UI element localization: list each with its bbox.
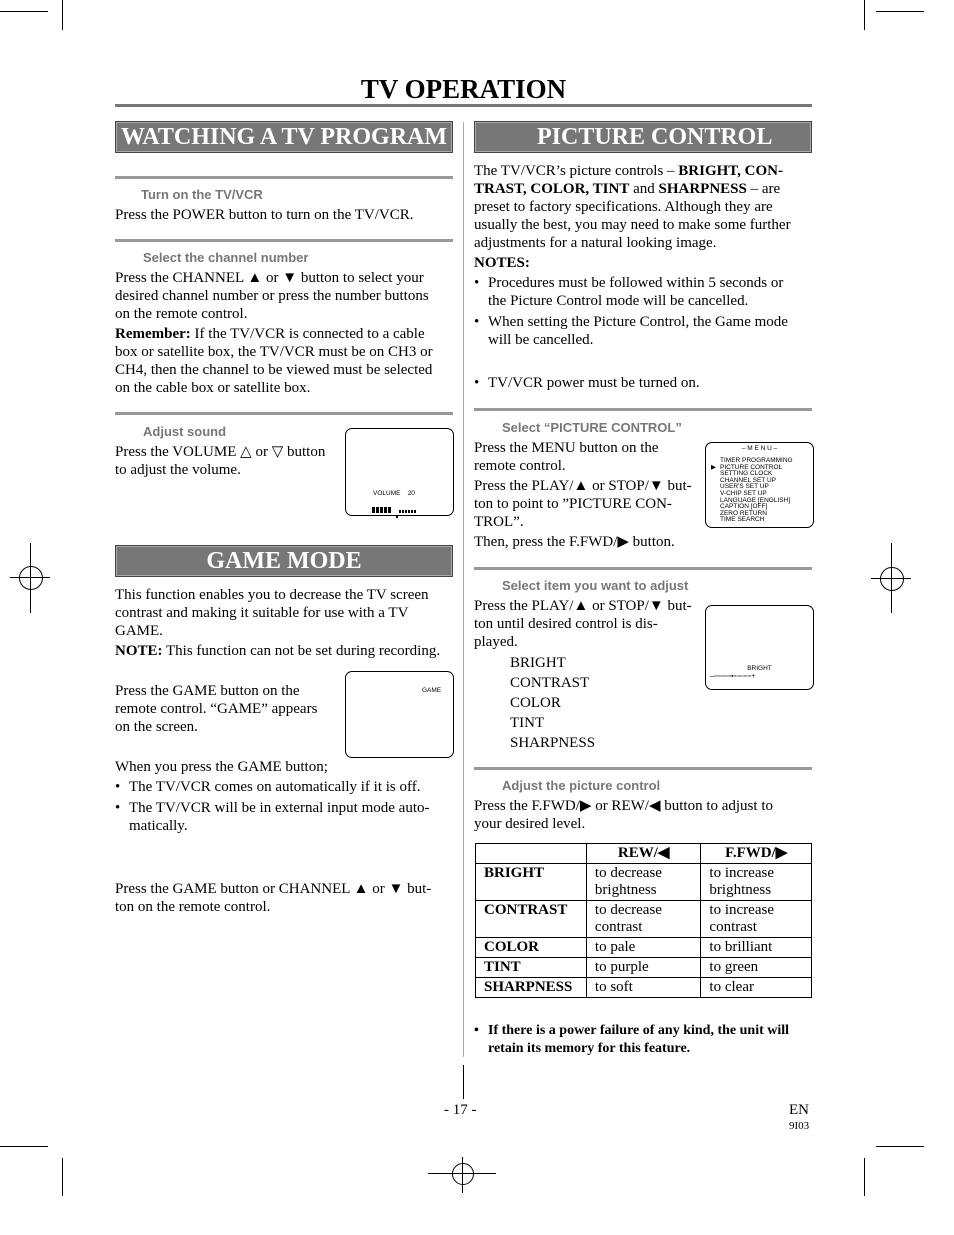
menu-instructions: Press the MENU button on the remote control. Press the PLAY/▲ or STOP/▼ but- ton to point to ”PICTURE CON- TROL”. Then, press the F.FWD/▶ button. [474,440,692,550]
table-cell-line: to brilliant [709,939,773,955]
control-item-list [510,653,595,753]
volume-label: VOLUME 20 [373,490,415,497]
control-item: TINT [510,715,545,731]
picture-intro: The TV/VCR’s picture controls – BRIGHT, CON- TRAST, COLOR, TINT and SHARPNESS – are preset to factory specifications. Although they are usually the best, you may need to make some further adjustments for a natural looking image. NOTES: • Procedures must be followed within 5 seconds or the Picture Control mode will be cancelled. • When setting the Picture Control, the Game mode will be cancelled. [474,162,819,349]
game-screen [345,671,454,758]
menu-list [720,458,793,524]
center-mark [463,1065,464,1099]
volume-screen [345,428,454,516]
picture-control-table [475,843,812,998]
step-text: Press the POWER button to turn on the TV/VCR. [115,207,414,223]
adjust-screen [705,605,814,690]
step-label: Adjust the picture control [502,778,661,793]
crop-mark [0,11,48,12]
crop-mark [876,1146,924,1147]
table-cell-line: contrast [709,919,757,935]
table-cell-rew [586,958,701,978]
menu-screen [705,442,814,528]
table-header-rew: REW/◀ [586,844,701,864]
step-label: Select the channel number [143,250,309,265]
channel-instructions: Press the CHANNEL ▲ or ▼ button to select your desired channel number or press the number buttons on the remote control. Remember: If the TV/VCR is connected to a cable box or satellite box, the TV/VCR must be on CH3 or CH4, then the channel to be viewed must be selected on the cable box or satellite box. [115,270,433,396]
menu-item: CHANNEL SET UP [720,476,776,484]
table-cell-line: to clear [709,979,754,995]
table-cell-control: SHARPNESS [476,978,587,998]
table-cell-ffwd [701,864,812,901]
table-cell-control: TINT [476,958,587,978]
volume-bar [372,500,417,518]
crop-mark [864,0,865,30]
step-rule [474,567,812,570]
registration-mark-icon [19,566,43,590]
table-cell-rew [586,938,701,958]
table-cell-line: brightness [594,882,657,898]
crop-mark [0,1146,48,1147]
menu-item: LANGUAGE [ENGLISH] [720,496,791,504]
adjust-screen-label: BRIGHT [747,665,772,672]
crop-mark [62,0,63,30]
table-cell-line: to purple [594,959,649,975]
registration-line [891,543,892,613]
select-item-instructions: Press the PLAY/▲ or STOP/▼ but- ton until desired control is dis- played. [474,598,692,650]
table-cell-ffwd [701,978,812,998]
table-cell-ffwd [701,901,812,938]
table-cell-control: BRIGHT [476,864,587,901]
table-header-empty [476,844,587,864]
table-cell-rew [586,978,701,998]
table-cell-line: to increase [709,902,774,918]
game-screen-label: GAME [422,687,442,694]
menu-item: ZERO RETURN [720,509,767,517]
table-cell-line: brightness [709,882,772,898]
control-item: BRIGHT [510,655,566,671]
section-title-picture-control: PICTURE CONTROL [474,121,812,153]
step-rule [115,239,453,242]
menu-title: – M E N U – [741,445,778,452]
table-cell-line: contrast [594,919,643,935]
control-item: CONTRAST [510,675,590,691]
document-code: 9I03 [789,1120,810,1132]
menu-item: USER'S SET UP [720,483,769,491]
menu-item: TIMER PROGRAMMING [720,457,793,464]
table-cell-ffwd [701,958,812,978]
step-rule [115,176,453,179]
crop-mark [876,11,924,12]
game-cancel-instructions: Press the GAME button or CHANNEL ▲ or ▼ but- ton on the remote control. [115,881,432,915]
table-row [476,938,812,958]
step-label: Select item you want to adjust [502,578,689,593]
menu-item: SETTING CLOCK [720,470,773,478]
title-rule [115,104,812,107]
table-header-ffwd: F.FWD/▶ [701,844,812,864]
table-row [476,864,812,901]
game-behavior: When you press the GAME button; • The TV/VCR comes on automatically if it is off. • The TV/VCR will be in external input mode auto- matically. [115,758,460,835]
table-cell-ffwd [701,938,812,958]
section-title-watching: WATCHING A TV PROGRAM [115,121,453,153]
registration-mark-icon [452,1163,474,1185]
registration-mark-icon [880,567,904,591]
control-item: COLOR [510,695,561,711]
step-label: Turn on the TV/VCR [141,187,263,202]
step-rule [474,408,812,411]
table-cell-line: to increase [709,865,774,881]
table-cell-line: to pale [594,939,636,955]
table-row [476,978,812,998]
menu-item: CAPTION [OFF] [720,503,768,511]
crop-mark [62,1158,63,1196]
power-failure-note: • If there is a power failure of any kind, the unit will retain its memory for this feature. [474,1022,819,1058]
table-cell-line: to decrease [594,865,662,881]
table-cell-control: CONTRAST [476,901,587,938]
step-rule [115,412,453,415]
step-label: Adjust sound [143,424,227,439]
section-title-game-mode: GAME MODE [115,545,453,577]
column-divider [463,122,464,1057]
picture-note-power: • TV/VCR power must be turned on. [474,374,819,392]
table-cell-line: to decrease [594,902,662,918]
table-row [476,958,812,978]
menu-item: V-CHIP SET UP [720,489,767,497]
adjust-bar: –▫▫▫▫▫▫▫▪▫▫▫▫▫▫▫+ [710,673,756,680]
game-description: This function enables you to decrease the TV screen contrast and making it suitable for use with a TV GAME. NOTE: This function can not be set during recording. [115,587,441,659]
table-cell-line: to green [709,959,759,975]
menu-item: PICTURE CONTROL [720,463,783,471]
step-label: Select “PICTURE CONTROL” [502,420,682,435]
menu-pointer-icon: ▶ [711,464,716,471]
volume-instructions: Press the VOLUME △ or ▽ button to adjust the volume. [115,444,326,478]
registration-line [30,543,31,613]
table-cell-control: COLOR [476,938,587,958]
table-cell-rew [586,864,701,901]
page-title: TV OPERATION [360,74,567,104]
language-code: EN [789,1102,809,1118]
table-cell-line: to soft [594,979,633,995]
registration-line [462,1157,463,1193]
crop-mark [864,1158,865,1196]
adjust-instructions: Press the F.FWD/▶ or REW/◀ button to adjust to your desired level. [474,798,773,832]
menu-item: TIME SEARCH [720,516,765,524]
game-press-instructions: Press the GAME button on the remote control. “GAME” appears on the screen. [115,683,318,735]
table-row [476,901,812,938]
table-cell-rew [586,901,701,938]
step-rule [474,767,812,770]
control-item: SHARPNESS [510,735,596,751]
page-number: - 17 - [444,1102,477,1118]
